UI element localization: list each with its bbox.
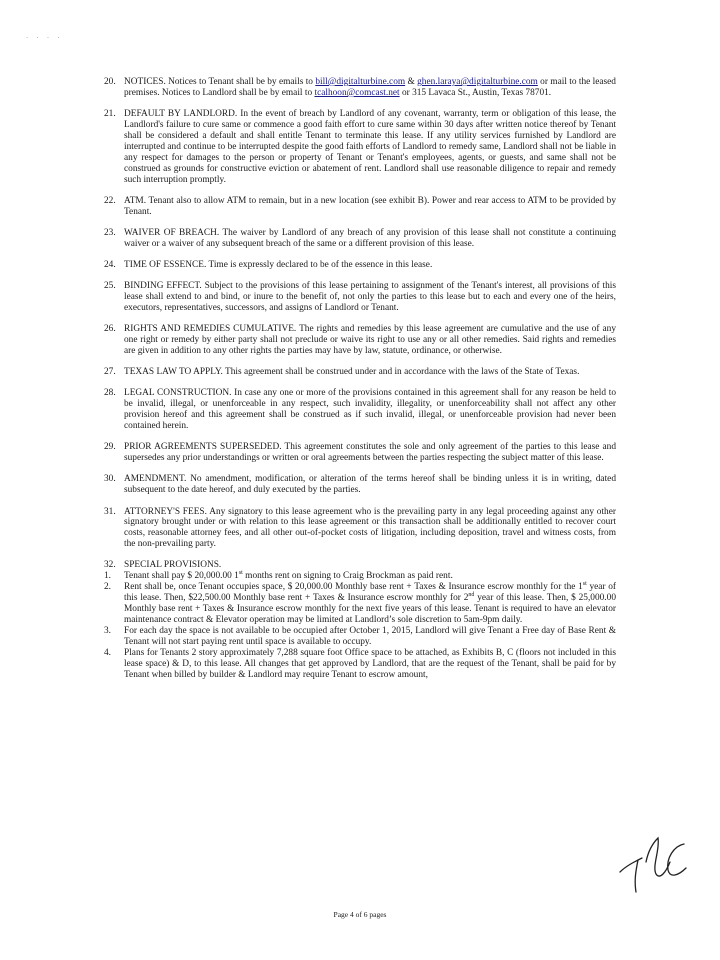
clause-number: 29. (104, 442, 116, 453)
clause-text: PRIOR AGREEMENTS SUPERSEDED. This agreement constitutes the sole and only agreement of the parties to this lease and supersedes any prior understandings or written or oral agreements between the parties respecting the subject matter of this lease. (124, 442, 616, 464)
provision-number: 2. (104, 582, 112, 593)
lease-content (104, 77, 616, 680)
clause-31 (104, 507, 616, 551)
provision-number: 4. (104, 647, 112, 658)
provision-text (124, 571, 616, 582)
clause-number: 31. (104, 506, 116, 517)
clause-text: WAIVER OF BREACH. The waiver by Landlord of any breach of any provision of this lease shall not constitute a continuing waiver or a waiver of any subsequent breach of the same or a different provision of this lease. (124, 227, 616, 249)
clause-number: 30. (104, 474, 116, 485)
special-provision-2 (104, 582, 616, 626)
ordinal-suffix: st (582, 581, 587, 588)
clause-text-part: or 315 Lavaca St., Austin, Texas 78701. (399, 87, 552, 98)
ordinal-suffix: nd (468, 592, 475, 599)
provision-text-part: months rent on signing to Craig Brockman as paid rent. (242, 571, 453, 582)
special-provisions-list (104, 571, 616, 680)
clause-29 (104, 442, 616, 464)
clause-text: RIGHTS AND REMEDIES CUMULATIVE. The rights and remedies by this lease agreement are cumulative and the use of any one right or remedy by either party shall not preclude or waive its right to use any or all other remedies. Said rights and remedies are given in addition to any other rights the parties may have by law, statute, ordinance, or otherwise. (124, 324, 616, 356)
clause-text (124, 77, 616, 99)
clause-text: ATTORNEY'S FEES. Any signatory to this lease agreement who is the prevailing party in any legal proceeding against any other signatory brought under or with relation to this lease agreement or this transaction shall be additionally entitled to recover court costs, reasonable attorney fees, and all other out-of-pocket costs of litigation, including deposition, travel and witness costs, from the non-prevailing party. (124, 506, 616, 550)
email-link-ghen[interactable]: ghen.laraya@digitalturbine.com (417, 77, 538, 87)
clause-number: 27. (104, 367, 116, 378)
clause-text: AMENDMENT. No amendment, modification, or alteration of the terms hereof shall be binding unless it is in writing, dated subsequent to the date hereof, and duly executed by the parties. (124, 474, 616, 496)
clause-23 (104, 228, 616, 250)
clause-text-part: NOTICES. Notices to Tenant shall be by emails to (124, 77, 316, 87)
clause-27 (104, 367, 616, 378)
clause-number: 28. (104, 388, 116, 399)
special-provision-4 (104, 648, 616, 681)
provision-text: Plans for Tenants 2 story approximately 7,288 square foot Office space to be attached, as Exhibits B, C (floors not included in this lease space) & D, to this lease. All changes that get approved by Landlord, that are the request of the Tenant, shall be paid for by Tenant when billed by builder & Landlord may require Tenant to escrow amount, (124, 647, 616, 680)
clause-20 (104, 77, 616, 99)
clause-text: TEXAS LAW TO APPLY. This agreement shall be construed under and in accordance with the laws of the State of Texas. (124, 367, 580, 378)
clause-21 (104, 109, 616, 185)
clause-text: TIME OF ESSENCE. Time is expressly declared to be of the essence in this lease. (124, 259, 433, 270)
clause-text: DEFAULT BY LANDLORD. In the event of breach by Landlord of any covenant, warranty, term or obligation of this lease, the Landlord's failure to cure same or commence a good faith effort to cure same within 30 days after written notice thereof by Tenant shall be considered a default and shall entitle Tenant to terminate this lease. If any utility services furnished by Landlord are interrupted and continue to be interrupted despite the good faith efforts of Landlord to remedy same, Landlord shall not be liable in any respect for damages to the person or property of Tenant or Tenant's employees, agents, or guests, and same shall not be construed as grounds for constructive eviction or abatement of rent. Landlord shall use reasonable diligence to repair and remedy such interruption promptly. (124, 109, 616, 185)
clause-32-heading (104, 560, 616, 571)
clause-text: LEGAL CONSTRUCTION. In case any one or more of the provisions contained in this agreement shall for any reason be held to be invalid, illegal, or unenforceable in any respect, such invalidity, illegality, or unenforceability shall not affect any other provision hereof and this agreement shall be construed as if such invalid, illegal, or unenforceable provision had never been contained herein. (124, 388, 616, 432)
clause-30 (104, 474, 616, 496)
email-link-tcalhoon[interactable]: tcalhoon@comcast.net (314, 87, 400, 98)
provision-text-part: year of this lease. Then, $22,500.00 Monthly base rent + Taxes & Insurance escrow monthly for 2 (124, 582, 616, 604)
clause-number: 25. (104, 281, 116, 292)
ordinal-suffix: st (238, 570, 243, 577)
clause-26 (104, 324, 616, 357)
clause-22 (104, 196, 616, 218)
special-provision-1 (104, 571, 616, 582)
provision-text: For each day the space is not available to be occupied after October 1, 2015, Landlord will give Tenant a Free day of Base Rent & Tenant will not start paying rent until space is available to occupy. (124, 625, 616, 647)
clause-text: ATM. Tenant also to allow ATM to remain, but in a new location (see exhibit B). Power and rear access to ATM to be provided by Tenant. (124, 195, 616, 217)
clause-number: 23. (104, 227, 116, 238)
clause-number: 21. (104, 109, 116, 120)
provision-number: 3. (104, 625, 112, 636)
provision-number: 1. (104, 571, 112, 582)
provision-text-part: year of this lease. Then, $ 25,000.00 Monthly base rent + Taxes & Insurance escrow monthly for the next five years of this lease. Tenant is required to have an elevator maintenance contract & Elevator operation may be limited at Landlord’s sole discretion to 5am-9pm daily. (124, 593, 616, 625)
page-footer: Page 4 of 6 pages (333, 910, 387, 919)
clause-number: 20. (104, 77, 116, 87)
special-provisions-title: SPECIAL PROVISIONS. (124, 560, 222, 571)
handwritten-initials (612, 832, 696, 900)
clause-number: 26. (104, 324, 116, 335)
provision-text-part: Tenant shall pay $ 20,000.00 1 (124, 571, 239, 582)
special-provision-3 (104, 626, 616, 648)
clause-24 (104, 260, 616, 271)
clause-number: 24. (104, 259, 116, 270)
provision-text-part: Rent shall be, once Tenant occupies space, $ 20,000.00 Monthly base rent + Taxes & Insurance escrow monthly for the 1 (124, 582, 583, 593)
clause-text: BINDING EFFECT. Subject to the provisions of this lease pertaining to assignment of the Tenant's interest, all provisions of this lease shall extend to and bind, or inure to the benefit of, not only the parties to this lease but to each and every one of the heirs, executors, representatives, successors, and assigns of Landlord or Tenant. (124, 281, 616, 313)
clause-number: 22. (104, 195, 116, 206)
clause-28 (104, 388, 616, 432)
clause-25 (104, 281, 616, 314)
clause-text-part: & (405, 77, 418, 87)
provision-text (124, 582, 616, 626)
email-link-bill[interactable]: bill@digitalturbine.com (315, 77, 406, 87)
scan-marks: · · · · (26, 34, 63, 42)
clause-number: 32. (104, 560, 116, 571)
clause-text-part: or mail to the leased premises. Notices to Landlord shall be by email to (124, 77, 616, 98)
